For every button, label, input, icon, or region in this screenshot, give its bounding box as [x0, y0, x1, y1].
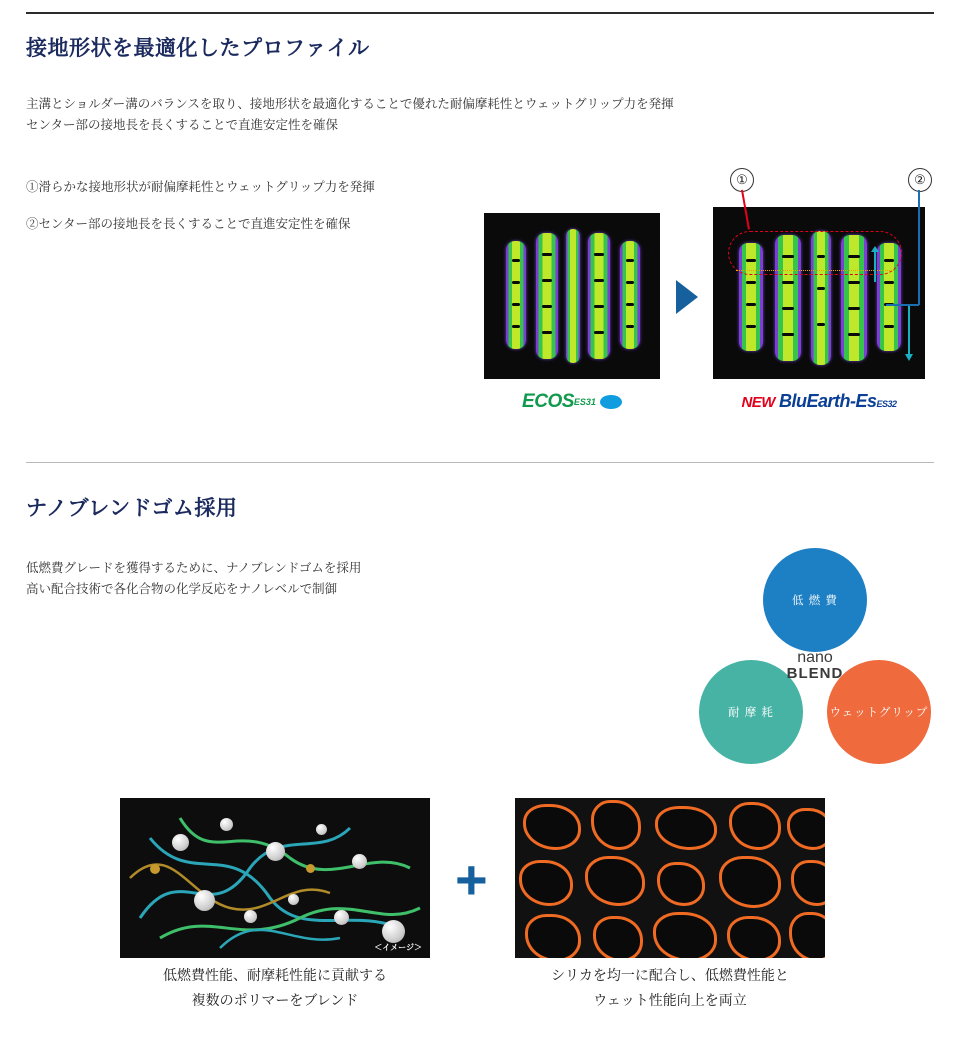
section-two-lead-line2: 高い配合技術で各化合物の化学反応をナノレベルで制御: [26, 582, 338, 596]
nano-center-line2: BLEND: [786, 665, 844, 682]
polymer-particle: [194, 890, 215, 911]
silica-caption-line1: シリカを均一に配合し、低燃費性能と: [551, 967, 789, 983]
ecos-logo-name: ECOS: [522, 391, 574, 412]
top-divider: [26, 12, 934, 14]
silica-blob: [791, 860, 825, 906]
transition-arrow-icon: [676, 280, 698, 314]
silica-blob: [657, 862, 705, 906]
bluearth-logo-name: BluEarth-Es: [778, 391, 877, 411]
rib: [620, 241, 640, 349]
silica-blob: [789, 912, 825, 958]
polymer-particle: [382, 920, 405, 943]
polymer-particle: [334, 910, 349, 925]
silica-blob: [719, 856, 781, 908]
silica-blob: [655, 806, 717, 850]
section-divider: [26, 462, 934, 463]
nano-circle-wear-resistance: 耐 摩 耗: [699, 660, 803, 764]
rib: [566, 229, 580, 363]
polymer-caption: [110, 963, 440, 1013]
polymer-particle: [352, 854, 367, 869]
silica-blob: [525, 914, 581, 958]
section-one-point-two: ②センター部の接地長を長くすることで直進安定性を確保: [26, 217, 351, 231]
section-one-point-one: ①滑らかな接地形状が耐偏摩耗性とウェットグリップ力を発揮: [26, 180, 375, 194]
silica-dispersion-image: [515, 798, 825, 958]
polymer-caption-line1: 低燃費性能、耐摩耗性能に貢献する: [163, 967, 387, 983]
bluearth-logo-sub: ES32: [876, 399, 897, 409]
silica-caption: [505, 963, 835, 1013]
polymer-particle: [306, 864, 315, 873]
footprint-ecos-ribs: [484, 213, 660, 379]
silica-blob: [787, 808, 825, 850]
nano-circle-wet-grip: ウェットグリップ: [827, 660, 931, 764]
silica-caption-line2: ウェット性能向上を両立: [593, 992, 747, 1008]
silica-blob: [727, 916, 781, 958]
callout-marker-two: ②: [908, 168, 932, 192]
annotation-up-arrow-icon: [874, 252, 876, 282]
ecos-logo: [484, 391, 660, 413]
polymer-particle: [266, 842, 285, 861]
polymer-blend-image: [120, 798, 430, 958]
nano-center-line1: nano: [797, 649, 833, 666]
section-one-lead-line1: 主溝とショルダー溝のバランスを取り、接地形状を最適化することで優れた耐偏摩耗性とウェットグリップ力を発揮: [26, 97, 674, 111]
ecos-logo-sub: ES31: [573, 396, 596, 407]
plus-symbol: +: [455, 848, 488, 911]
silica-blob: [585, 856, 645, 906]
section-two-lead-line1: 低燃費グレードを獲得するために、ナノブレンドゴムを採用: [26, 561, 362, 575]
silica-blob: [653, 912, 717, 958]
annotation-dashed-box: [728, 231, 902, 275]
polymer-particle: [220, 818, 233, 831]
rib: [536, 233, 558, 359]
polymer-particle: [244, 910, 257, 923]
polymer-image-note: ＜イメージ＞: [374, 943, 422, 952]
bluearth-logo: [713, 391, 925, 412]
callout-two-leader-line-vertical: [918, 190, 920, 305]
nano-circle-fuel-efficiency: 低 燃 費: [763, 548, 867, 652]
section-one-title: 接地形状を最適化したプロファイル: [26, 37, 370, 60]
nano-center-label: [768, 650, 862, 682]
nano-blend-diagram: [690, 548, 940, 778]
bluearth-new-label: NEW: [741, 394, 775, 411]
annotation-down-arrow-icon: [908, 306, 910, 354]
polymer-caption-line2: 複数のポリマーをブレンド: [191, 992, 359, 1008]
silica-blob: [523, 804, 581, 850]
annotation-center-dotted-line: [736, 270, 894, 271]
silica-blob: [591, 800, 641, 850]
silica-blob: [729, 802, 781, 850]
footprint-ecos: [484, 213, 660, 413]
silica-blob: [593, 916, 643, 958]
footprint-ecos-image: [484, 213, 660, 379]
silica-blob: [519, 860, 573, 906]
polymer-particle: [172, 834, 189, 851]
polymer-particle: [316, 824, 327, 835]
section-one-lead: [26, 94, 674, 136]
rib: [588, 233, 610, 359]
section-two-lead: [26, 558, 361, 600]
section-one-lead-line2: センター部の接地長を長くすることで直進安定性を確保: [26, 118, 339, 132]
rib: [506, 241, 526, 349]
polymer-particle: [288, 894, 299, 905]
polymer-particle: [150, 864, 160, 874]
callout-two-leader-line-horizontal: [886, 304, 919, 306]
section-two-title: ナノブレンドゴム採用: [26, 497, 238, 520]
callout-marker-one: ①: [730, 168, 754, 192]
yokohama-chip-icon: [600, 395, 622, 409]
